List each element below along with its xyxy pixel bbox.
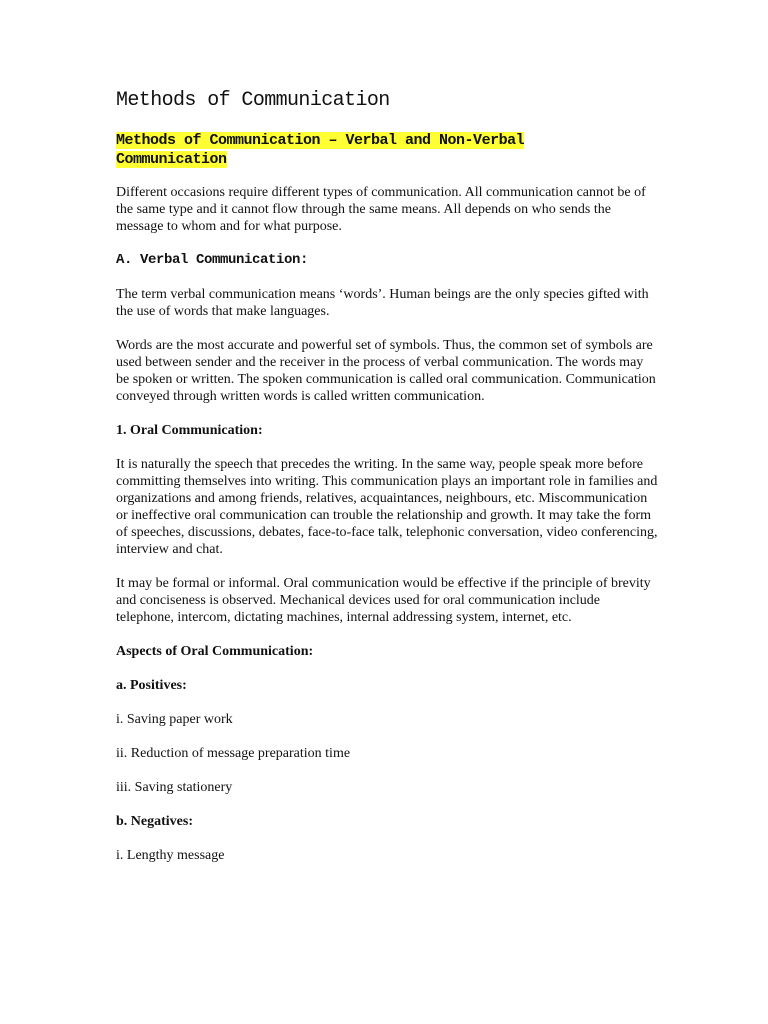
oral-paragraph-1: It is naturally the speech that precedes the writing. In the same way, people speak more before committing themselves into writing. This communication plays an important role in families and organizations and among friends, relatives, acquaintances, neighbours, etc. Miscommunication or ineffective oral communication can trouble the relationship and growth. It may take the form of speeches, discussions, debates, face-to-face talk, telephonic conversation, video conferencing, interview and chat.: [116, 457, 658, 557]
oral-paragraph-2: It may be formal or informal. Oral communication would be effective if the principle of brevity and conciseness is observed. Mechanical devices used for oral communication include telephone, intercom, dictating machines, internal addressing system, internet, etc.: [116, 576, 651, 625]
negative-item: i. Lengthy message: [116, 848, 225, 863]
intro-paragraph: Different occasions require different types of communication. All communication cannot be of the same type and it cannot flow through the same means. All depends on who sends the message to whom and for what purpose.: [116, 185, 646, 234]
positive-item: iii. Saving stationery: [116, 780, 233, 795]
positive-item: ii. Reduction of message preparation time: [116, 746, 351, 761]
positive-item: i. Saving paper work: [116, 712, 233, 727]
negatives-heading: b. Negatives:: [116, 814, 193, 829]
verbal-paragraph-1: The term verbal communication means ‘words’. Human beings are the only species gifted with the use of words that make languages.: [116, 287, 649, 319]
section-heading-aspects: Aspects of Oral Communication:: [116, 644, 314, 659]
subtitle-line-2: Communication: [116, 151, 227, 168]
highlighted-subtitle: [116, 131, 576, 169]
verbal-paragraph-2: Words are the most accurate and powerful set of symbols. Thus, the common set of symbols are used between sender and the receiver in the process of verbal communication. The words may be spoken or written. The spoken communication is called oral communication. Communication conveyed through written words is called written communication.: [116, 338, 656, 404]
section-heading-oral: 1. Oral Communication:: [116, 423, 263, 438]
subtitle-line-1: Methods of Communication – Verbal and Non-Verbal: [116, 132, 525, 149]
page-title: Methods of Communication: [116, 89, 390, 112]
positives-heading: a. Positives:: [116, 678, 187, 693]
section-heading-verbal: A. Verbal Communication:: [116, 252, 309, 268]
